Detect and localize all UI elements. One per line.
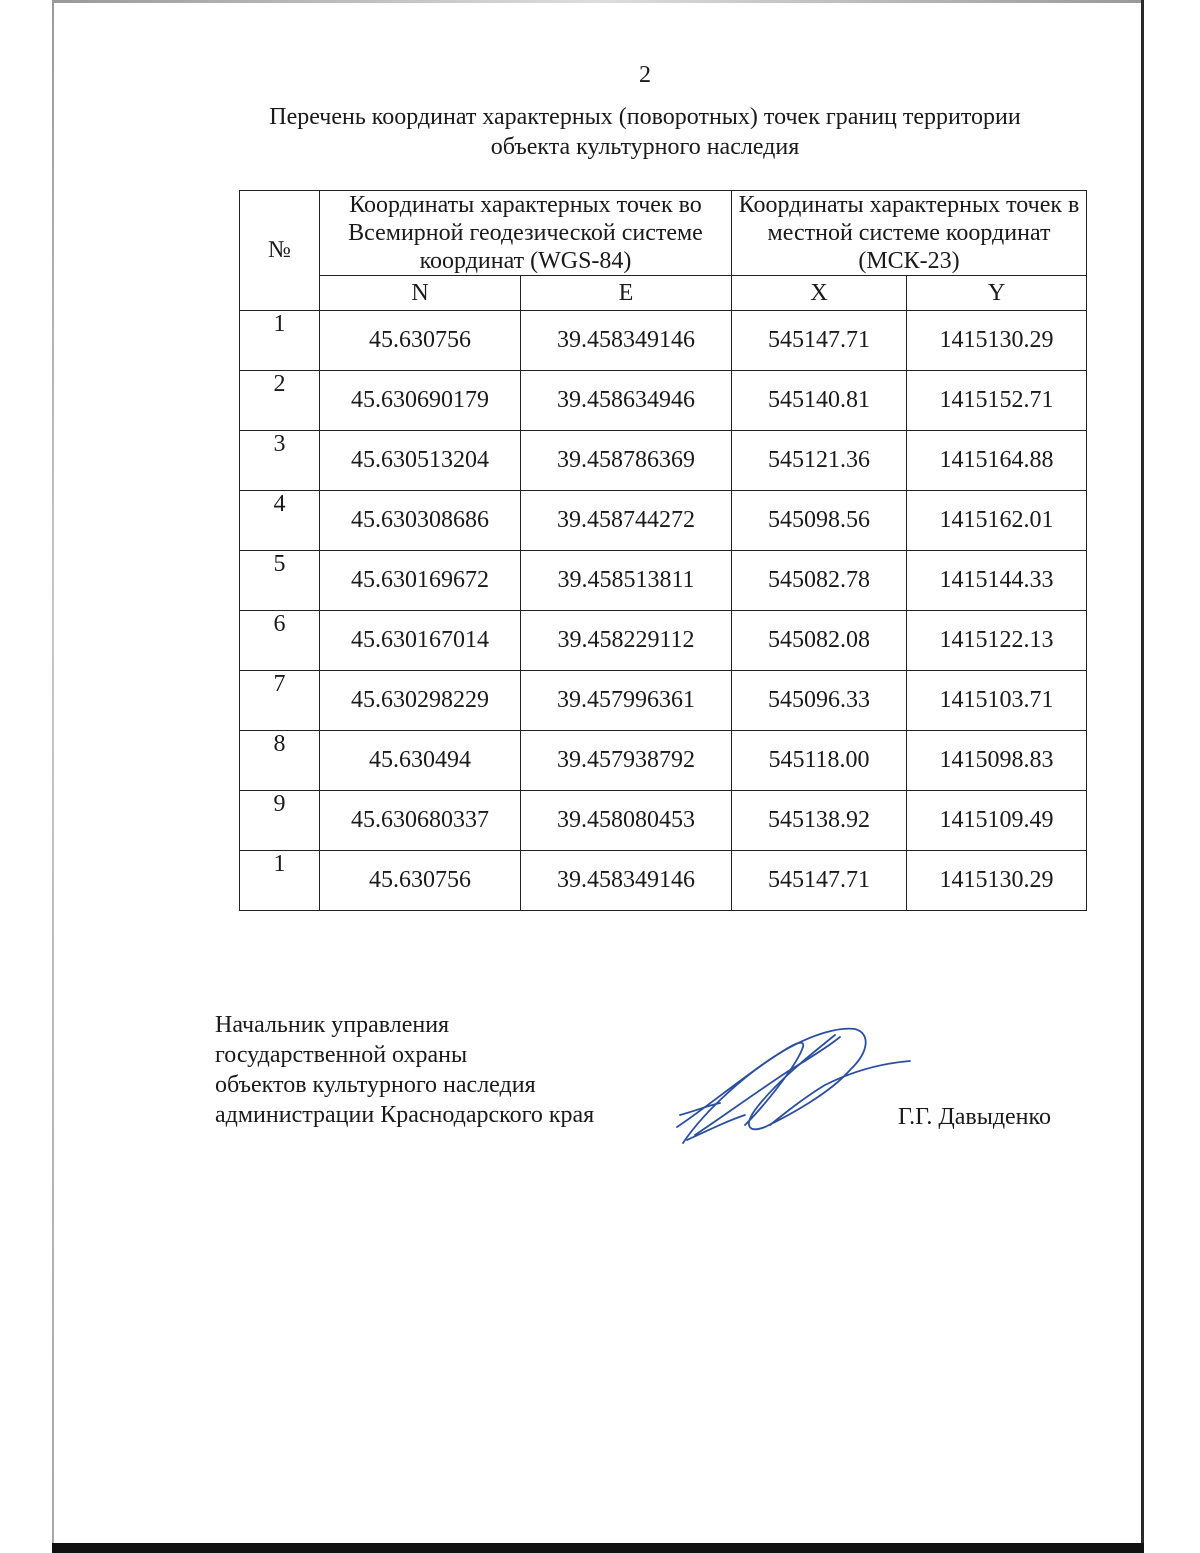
latitude-n: 45.630756: [320, 311, 521, 371]
longitude-e: 39.458080453: [521, 791, 732, 851]
scan-edge-right: [1141, 0, 1144, 1553]
latitude-n: 45.630494: [320, 731, 521, 791]
coordinate-y: 1415164.88: [907, 431, 1087, 491]
signatory-position: [215, 1010, 594, 1130]
point-number: 3: [240, 431, 320, 491]
table-row: [240, 311, 1087, 371]
point-number: 9: [240, 791, 320, 851]
longitude-e: 39.457938792: [521, 731, 732, 791]
coordinate-y: 1415162.01: [907, 491, 1087, 551]
longitude-e: 39.458634946: [521, 371, 732, 431]
table-row: [240, 371, 1087, 431]
table-row: [240, 431, 1087, 491]
coordinate-y: 1415103.71: [907, 671, 1087, 731]
coordinate-x: 545147.71: [732, 851, 907, 911]
longitude-e: 39.458349146: [521, 311, 732, 371]
latitude-n: 45.630298229: [320, 671, 521, 731]
table-row: [240, 551, 1087, 611]
latitude-n: 45.630756: [320, 851, 521, 911]
table-subheader-row: [240, 276, 1087, 311]
latitude-n: 45.630308686: [320, 491, 521, 551]
table-row: [240, 851, 1087, 911]
column-header-x: X: [732, 276, 907, 311]
table-row: [240, 491, 1087, 551]
coordinate-x: 545082.08: [732, 611, 907, 671]
scan-edge-top: [52, 0, 1144, 3]
table-row: [240, 671, 1087, 731]
coordinate-y: 1415130.29: [907, 851, 1087, 911]
latitude-n: 45.630513204: [320, 431, 521, 491]
latitude-n: 45.630690179: [320, 371, 521, 431]
point-number: 6: [240, 611, 320, 671]
signatory-line-3: объектов культурного наследия: [215, 1072, 536, 1098]
document-title: [200, 102, 1090, 162]
latitude-n: 45.630680337: [320, 791, 521, 851]
column-header-e: E: [521, 276, 732, 311]
longitude-e: 39.458349146: [521, 851, 732, 911]
signatory-line-1: Начальник управления: [215, 1012, 450, 1038]
longitude-e: 39.458744272: [521, 491, 732, 551]
page-number: 2: [639, 62, 651, 88]
coordinate-y: 1415152.71: [907, 371, 1087, 431]
longitude-e: 39.458513811: [521, 551, 732, 611]
column-header-n: N: [320, 276, 521, 311]
document-title-line-1: Перечень координат характерных (поворотных) точек границ территории: [269, 104, 1021, 130]
longitude-e: 39.457996361: [521, 671, 732, 731]
point-number: 7: [240, 671, 320, 731]
signatory-line-4: администрации Краснодарского края: [215, 1102, 595, 1128]
coordinate-y: 1415144.33: [907, 551, 1087, 611]
latitude-n: 45.630169672: [320, 551, 521, 611]
coordinate-y: 1415122.13: [907, 611, 1087, 671]
point-number: 1: [240, 311, 320, 371]
point-number: 2: [240, 371, 320, 431]
coordinate-y: 1415109.49: [907, 791, 1087, 851]
handwritten-signature: [665, 1015, 915, 1150]
coordinate-y: 1415130.29: [907, 311, 1087, 371]
coordinates-table: [239, 190, 1087, 911]
point-number: 1: [240, 851, 320, 911]
coordinate-x: 545082.78: [732, 551, 907, 611]
column-header-y: Y: [907, 276, 1087, 311]
scan-edge-left: [52, 0, 54, 1553]
latitude-n: 45.630167014: [320, 611, 521, 671]
column-group-header-msk23: Координаты характерных точек в местной системе координат (МСК-23): [732, 191, 1087, 276]
coordinate-y: 1415098.83: [907, 731, 1087, 791]
longitude-e: 39.458786369: [521, 431, 732, 491]
coordinate-x: 545118.00: [732, 731, 907, 791]
coordinate-x: 545096.33: [732, 671, 907, 731]
longitude-e: 39.458229112: [521, 611, 732, 671]
coordinate-x: 545140.81: [732, 371, 907, 431]
column-header-number: №: [240, 191, 320, 311]
document-title-line-2: объекта культурного наследия: [490, 134, 800, 160]
coordinate-x: 545121.36: [732, 431, 907, 491]
coordinate-x: 545098.56: [732, 491, 907, 551]
table-row: [240, 791, 1087, 851]
table-row: [240, 611, 1087, 671]
signatory-line-2: государственной охраны: [215, 1042, 468, 1068]
table-header-row: [240, 191, 1087, 276]
signatory-name: Г.Г. Давыденко: [898, 1104, 1051, 1130]
scan-edge-bottom: [52, 1543, 1144, 1553]
point-number: 4: [240, 491, 320, 551]
column-group-header-wgs84: Координаты характерных точек во Всемирной геодезической системе координат (WGS-84): [320, 191, 732, 276]
point-number: 5: [240, 551, 320, 611]
point-number: 8: [240, 731, 320, 791]
table-row: [240, 731, 1087, 791]
coordinate-x: 545138.92: [732, 791, 907, 851]
coordinate-x: 545147.71: [732, 311, 907, 371]
